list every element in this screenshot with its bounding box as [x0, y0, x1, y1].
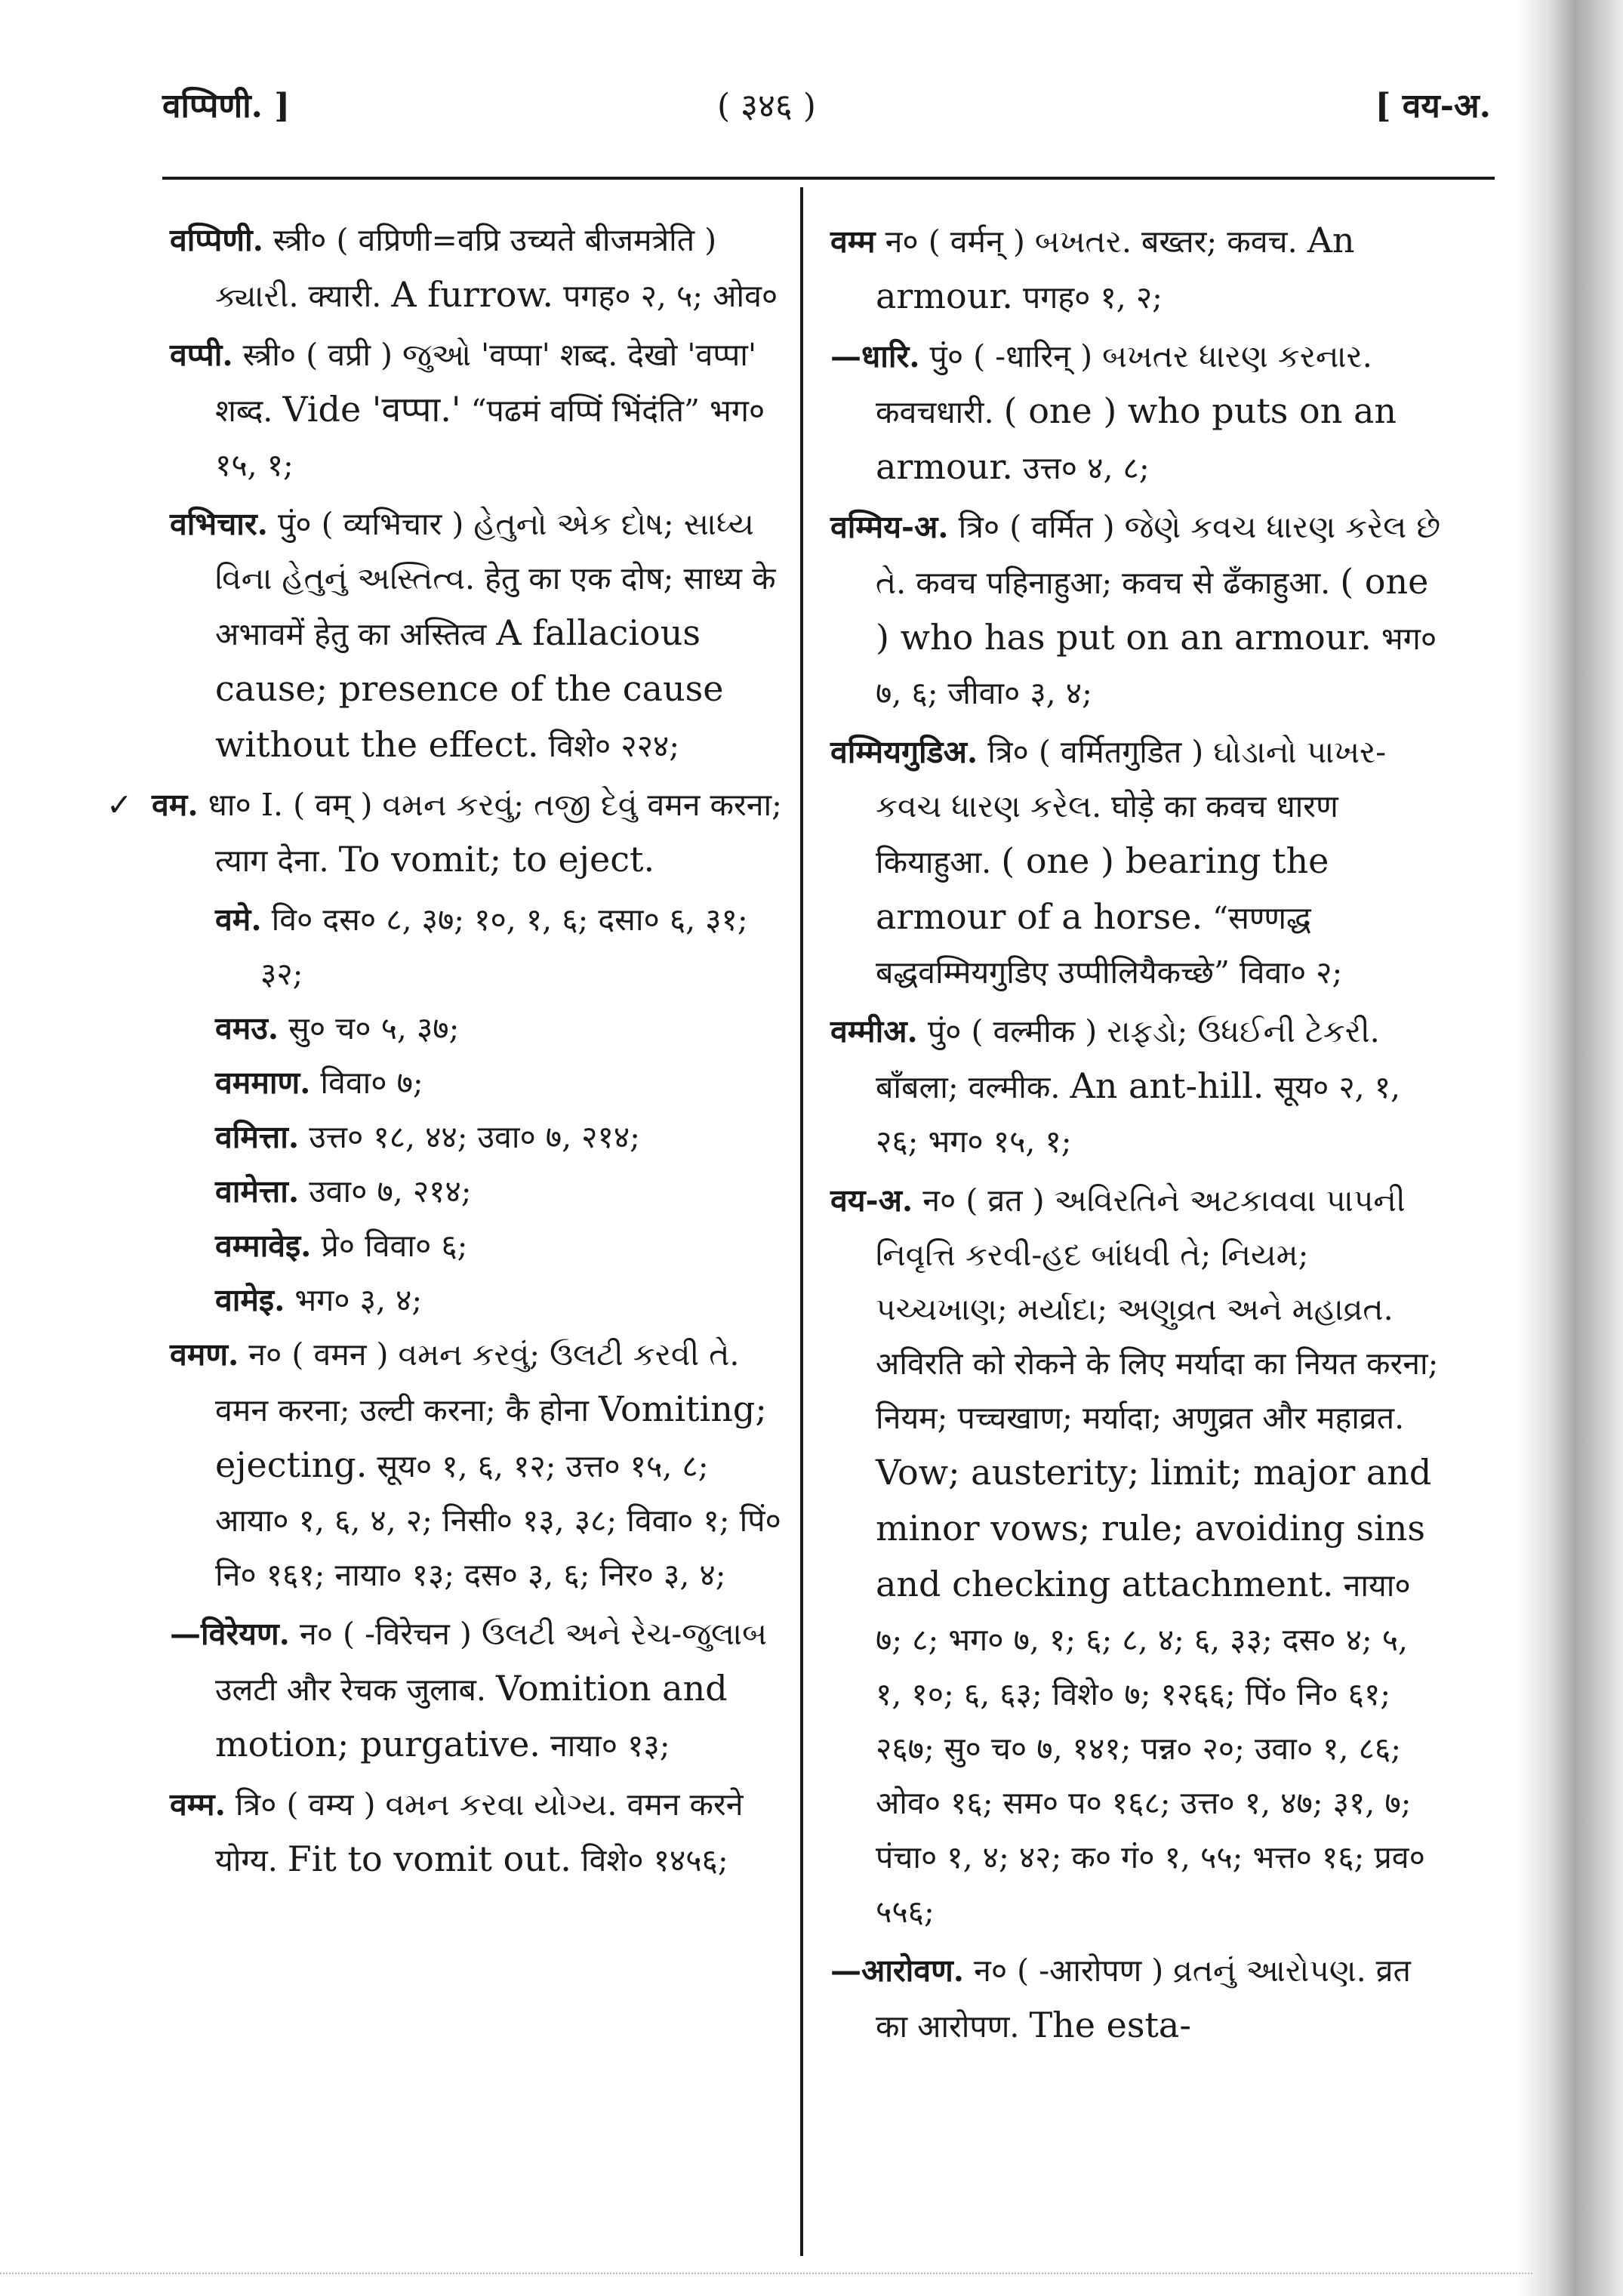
- entry-english-gloss: Fit to vomit out.: [287, 1838, 571, 1879]
- dictionary-entry: [830, 1004, 1442, 1169]
- entry-headword: वम्म.: [170, 1786, 226, 1823]
- entry-english-gloss: To vomit; to eject.: [338, 839, 655, 880]
- entry-definition: न० ( वर्मन् ) બખતર. बख्तर; कवच.: [885, 223, 1298, 260]
- dictionary-entry: [830, 725, 1442, 1000]
- dictionary-entry: [170, 497, 789, 773]
- dictionary-entry: [170, 1110, 789, 1164]
- entry-headword: वभिचार.: [170, 506, 268, 542]
- entry-definition: न० ( व्रत ) અવિરતિને અટકાવવા પાપની નિવૃત્તિ કરવી-હદ બાંધવી તે; નિયમ; પચ્ચખાણ; મર્યાદા; અણુવ્રત અને મહાવ્રત. अविरति को रोकने के लिए मर्यादा का नियत करना; नियम; पच्चखाण; मर्यादा; अणुव्रत और महाव्रत.: [876, 1182, 1439, 1436]
- entry-headword: वम.: [152, 787, 199, 823]
- entry-definition: उत्त० १८, ४४; उवा० ७, २१४;: [309, 1119, 640, 1155]
- entry-headword: वामेत्ता.: [215, 1173, 300, 1210]
- dictionary-entry: [170, 1327, 789, 1602]
- entry-references: “सण्णद्ध बद्धवम्मियगुडिए उप्पीलियैकच्छे” विवा० २;: [876, 900, 1343, 991]
- entry-references: विशे० २२४;: [548, 728, 680, 764]
- entry-headword: —आरोवण.: [830, 1952, 965, 1989]
- entry-references: “पढमं वप्पिं भिंदंति” भग० १५, १;: [215, 393, 765, 483]
- bottom-edge: [0, 2273, 1532, 2274]
- entry-headword: वमित्ता.: [215, 1119, 300, 1155]
- entry-definition: उवा० ७, २१४;: [309, 1173, 472, 1210]
- entry-headword: वम्मियगुडिअ.: [830, 734, 978, 770]
- entry-english-gloss: A furrow.: [391, 274, 554, 315]
- dictionary-entry: [170, 328, 789, 492]
- entry-headword: वय-अ.: [830, 1182, 913, 1219]
- dictionary-entry: [830, 1943, 1442, 2054]
- dictionary-entry: [830, 1173, 1442, 1939]
- entry-english-gloss: ( one ) who puts on an armour.: [876, 390, 1397, 487]
- entry-definition: स्त्री० ( वप्री ) જુઓ 'वप्पा' शब्द. देखो 'वप्पा' शब्द.: [215, 337, 757, 429]
- entry-definition: त्रि० ( वर्मित ) જેણે કવચ ધારણ કરેલ છે તે. कवच पहिनाहुआ; कवच से ढँकाहुआ.: [876, 509, 1441, 601]
- column-divider: [800, 187, 803, 2256]
- dictionary-entry: [170, 892, 789, 1001]
- dictionary-entry: ✓ वम. धा० I. ( वम् ) વમન કરવું; તજી દેવું वमन करना; त्याग देना. To vomit; to eject.: [106, 787, 782, 880]
- entry-english-gloss: Vow; austerity; limit; major and minor vows; rule; avoiding sins and checking attachment.: [876, 1452, 1432, 1604]
- entry-definition: पुं० ( व्यभिचार ) હેતુનો એક દોષ; સાધ્ય વિના હેતુનું અસ્તિત્વ. हेतु का एक दोष; साध्य के अभावमें हेतु का अस्तित्व: [215, 506, 776, 652]
- running-header: [162, 76, 1491, 136]
- entry-definition: प्रे० विवा० ६;: [321, 1228, 468, 1264]
- dictionary-entry: [830, 213, 1442, 325]
- dictionary-entry: [170, 1001, 789, 1056]
- entry-headword: वम्मिय-अ.: [830, 509, 949, 545]
- entry-headword: वमण.: [170, 1336, 239, 1373]
- entry-headword: वप्पी.: [170, 337, 233, 373]
- entry-english-gloss: An armour.: [876, 220, 1355, 316]
- left-column: [106, 213, 789, 1892]
- entry-references: नाया० ७; ८; भग० ७, १; ६; ८, ४; ६, ३३; दस० ४; ५, १, १०; ६, ६३; विशे० ७; १२६६; पिं० नि० ६१; २६७; सु० च० ७, १४१; पन्न० २०; उवा० १, ८६; ओव० १६; सम० प० १६८; उत्त० १, ४७; ३१, ७; पंचा० १, ४; ४२; क० गं० १, ५५; भत्त० १६; प्रव० ५५६;: [876, 1567, 1425, 1930]
- dictionary-entry: [170, 1219, 789, 1273]
- entry-headword: वप्पिणी.: [170, 222, 263, 258]
- entry-headword: वम्मीअ.: [830, 1013, 918, 1049]
- entry-references: उत्त० ४, ८;: [1022, 450, 1150, 486]
- header-left-word: वप्पिणी. ]: [162, 87, 291, 125]
- dictionary-entry: [170, 1777, 789, 1888]
- entry-english-gloss: ( one ) bearing the armour of a horse.: [876, 840, 1329, 937]
- entry-definition: पुं० ( -धारिन् ) બખતર ધારણ કરનાર. कवचधारी.: [876, 338, 1372, 430]
- entry-definition: त्रि० ( वम्य ) વમન કરવા યોગ્ય. वमन करने योग्य.: [215, 1786, 744, 1878]
- entry-headword: वमउ.: [215, 1010, 279, 1046]
- entry-definition: स्त्री० ( वप्रिणी=वप्रि उच्यते बीजमत्रेति ) ક્યારી. क्यारी.: [215, 222, 717, 314]
- dictionary-entry: [170, 213, 789, 323]
- dictionary-entry: [830, 329, 1442, 495]
- dictionary-entry: [170, 1056, 789, 1110]
- entry-definition: न० ( -आरोपण ) વ્રતનું આરોપણ. व्रत का आरोपण.: [876, 1952, 1411, 2045]
- entry-definition: त्रि० ( वर्मितगुडित ) ઘોડાનો પાખર-કવચ ધારણ કરેલ. घोड़े का कवच धारण कियाहुआ.: [876, 734, 1387, 880]
- entry-definition: विवा० ७;: [320, 1065, 423, 1101]
- entry-english-gloss: Vomition and motion; purgative.: [215, 1668, 728, 1764]
- entry-references: सूय० २, १, २६; भग० १५, १;: [876, 1069, 1401, 1160]
- entry-headword: वमे.: [215, 901, 262, 938]
- entry-references: पगह० २, ५; ओव०: [563, 278, 778, 314]
- entry-references: भग० ७, ६; जीवा० ३, ४;: [876, 621, 1437, 711]
- entry-headword: —धारि.: [830, 338, 920, 374]
- dictionary-entry: [170, 1607, 789, 1773]
- entry-english-gloss: An ant-hill.: [1070, 1065, 1264, 1106]
- right-column: [830, 213, 1442, 2058]
- dictionary-entry: [170, 1273, 789, 1327]
- page-number: ( ३४६ ): [717, 87, 816, 125]
- entry-english-gloss: ( one ) who has put on an armour.: [876, 561, 1429, 658]
- entry-headword: वम्म: [830, 223, 876, 260]
- entry-definition: पुं० ( वल्मीक ) રાફડો; ઉધઈની ટેકરી. बाँबला; वल्मीक.: [876, 1013, 1380, 1105]
- entry-definition: न० ( -विरेचन ) ઉલટી અને રેચ-જુલાબ उलटी और रेचक जुलाब.: [215, 1616, 768, 1708]
- entry-headword: —विरेयण.: [170, 1616, 290, 1652]
- entry-english-gloss: The esta-: [1029, 2005, 1191, 2045]
- entry-headword: वम्मावेइ.: [215, 1228, 312, 1264]
- entry-english-gloss: Vomiting; ejecting.: [215, 1388, 767, 1485]
- entry-definition: न० ( वमन ) વમન કરવું; ઉલટી કરવી તે. वमन करना; उल्टी करना; कै होना: [215, 1336, 740, 1428]
- header-right-word: [ वय-अ.: [1375, 87, 1491, 125]
- entry-definition: धा० I. ( वम् ) વમન કરવું; તજી દેવું वमन करना; त्याग देना.: [208, 787, 782, 879]
- entry-definition: भग० ३, ४;: [294, 1282, 423, 1318]
- entry-references: पगह० १, २;: [1022, 279, 1163, 316]
- entry-definition: सु० च० ५, ३७;: [288, 1010, 460, 1046]
- entry-headword: वामेइ.: [215, 1282, 285, 1318]
- entry-english-gloss: Vide 'वप्पा.': [282, 389, 461, 430]
- entry-references: विशे० १४५६;: [581, 1842, 728, 1878]
- entry-references: सूय० १, ६, १२; उत्त० १५, ८; आया० १, ६, ४, २; निसी० १३, ३८; विवा० १; पिं० नि० १६१; नाया० १३; दस० ३, ६; निर० ३, ४;: [215, 1448, 781, 1593]
- dictionary-entry: [170, 1164, 789, 1219]
- header-rule: [162, 177, 1495, 180]
- entry-definition: वि० दस० ८, ३७; १०, १, ६; दसा० ६, ३१; ३२;: [260, 901, 748, 992]
- entry-headword: वममाण.: [215, 1065, 311, 1101]
- entry-references: नाया० १३;: [550, 1727, 670, 1764]
- scan-shadow-edge: [1517, 0, 1623, 2296]
- entry-english-gloss: A fallacious cause; presence of the cause without the effect.: [215, 612, 724, 765]
- dictionary-entry: [830, 500, 1442, 720]
